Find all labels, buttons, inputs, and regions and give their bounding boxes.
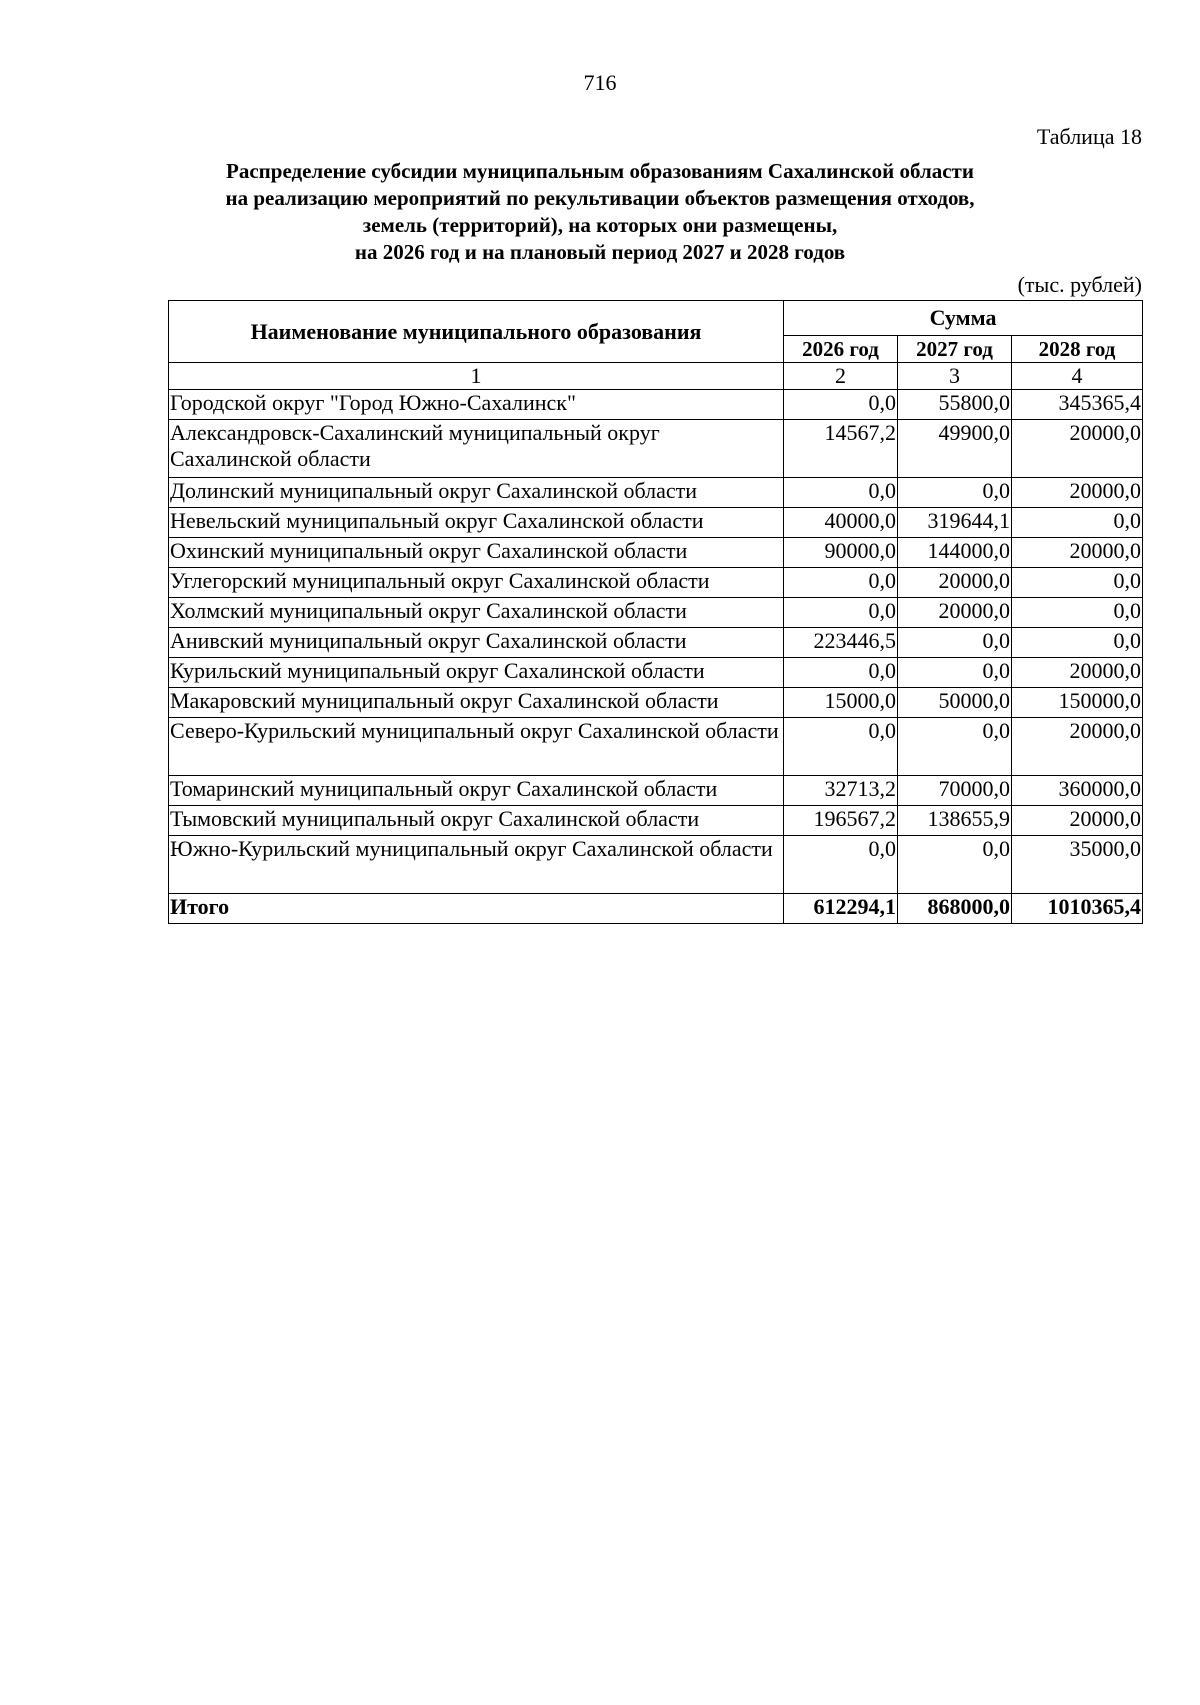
- units-label: (тыс. рублей): [1017, 272, 1142, 297]
- title-line: на реализацию мероприятий по рекультивации объектов размещения отходов,: [225, 186, 975, 210]
- title-line: на 2026 год и на плановый период 2027 и 2028 годов: [354, 240, 846, 264]
- table-body: [169, 390, 1143, 924]
- value-2026: 0,0: [784, 478, 898, 508]
- municipality-name: Холмский муниципальный округ Сахалинской области: [169, 598, 784, 628]
- value-2027: 20000,0: [898, 568, 1012, 598]
- municipality-name: Охинский муниципальный округ Сахалинской области: [169, 538, 784, 568]
- value-2026: 90000,0: [784, 538, 898, 568]
- value-2026: 14567,2: [784, 420, 898, 478]
- value-2027: 0,0: [898, 628, 1012, 658]
- value-2027: 0,0: [898, 658, 1012, 688]
- municipality-name: Невельский муниципальный округ Сахалинской области: [169, 508, 784, 538]
- municipality-name: Углегорский муниципальный округ Сахалинской области: [169, 568, 784, 598]
- municipality-name: Курильский муниципальный округ Сахалинской области: [169, 658, 784, 688]
- value-2028: 20000,0: [1012, 420, 1143, 478]
- table-row: [169, 628, 1143, 658]
- value-2026: 0,0: [784, 598, 898, 628]
- table-label: Таблица 18: [1036, 124, 1142, 149]
- value-2027: 50000,0: [898, 688, 1012, 718]
- table-row: [169, 718, 1143, 776]
- municipality-name: Александровск-Сахалинский муниципальный округ Сахалинской области: [169, 420, 784, 478]
- value-2028: 360000,0: [1012, 776, 1143, 806]
- value-2028: 0,0: [1012, 628, 1143, 658]
- total-2026: 612294,1: [784, 894, 898, 924]
- col-number: 1: [169, 363, 784, 390]
- value-2028: 20000,0: [1012, 718, 1143, 776]
- value-2027: 20000,0: [898, 598, 1012, 628]
- value-2028: 35000,0: [1012, 836, 1143, 894]
- table-row: [169, 598, 1143, 628]
- value-2026: 32713,2: [784, 776, 898, 806]
- municipality-name: Томаринский муниципальный округ Сахалинской области: [169, 776, 784, 806]
- value-2028: 345365,4: [1012, 390, 1143, 420]
- municipality-name: Долинский муниципальный округ Сахалинской области: [169, 478, 784, 508]
- value-2026: 15000,0: [784, 688, 898, 718]
- title-line: Распределение субсидии муниципальным образованиям Сахалинской области: [226, 159, 974, 183]
- value-2027: 144000,0: [898, 538, 1012, 568]
- table-row: [169, 420, 1143, 478]
- value-2027: 0,0: [898, 836, 1012, 894]
- value-2027: 49900,0: [898, 420, 1012, 478]
- total-label: Итого: [169, 894, 784, 924]
- table-title: [0, 158, 1200, 266]
- table-row: [169, 508, 1143, 538]
- value-2028: 20000,0: [1012, 806, 1143, 836]
- value-2028: 20000,0: [1012, 478, 1143, 508]
- value-2026: 0,0: [784, 836, 898, 894]
- value-2026: 223446,5: [784, 628, 898, 658]
- table-row: [169, 688, 1143, 718]
- table-row: [169, 538, 1143, 568]
- value-2027: 55800,0: [898, 390, 1012, 420]
- value-2027: 319644,1: [898, 508, 1012, 538]
- header-year-2026: 2026 год: [784, 336, 898, 363]
- value-2026: 0,0: [784, 658, 898, 688]
- col-number: 4: [1012, 363, 1143, 390]
- table-row: [169, 776, 1143, 806]
- total-2027: 868000,0: [898, 894, 1012, 924]
- header-year-2028: 2028 год: [1012, 336, 1143, 363]
- value-2028: 0,0: [1012, 568, 1143, 598]
- value-2026: 0,0: [784, 718, 898, 776]
- header-name: Наименование муниципального образования: [169, 301, 784, 363]
- table-row: [169, 568, 1143, 598]
- municipality-name: Южно-Курильский муниципальный округ Сахалинской области: [169, 836, 784, 894]
- value-2026: 0,0: [784, 390, 898, 420]
- value-2027: 0,0: [898, 718, 1012, 776]
- header-sum: Сумма: [784, 301, 1143, 336]
- value-2028: 0,0: [1012, 598, 1143, 628]
- col-number: 2: [784, 363, 898, 390]
- value-2027: 0,0: [898, 478, 1012, 508]
- table-row: [169, 836, 1143, 894]
- value-2027: 138655,9: [898, 806, 1012, 836]
- title-line: земель (территорий), на которых они размещены,: [362, 213, 838, 237]
- table-row: [169, 658, 1143, 688]
- header-year-2027: 2027 год: [898, 336, 1012, 363]
- value-2028: 0,0: [1012, 508, 1143, 538]
- value-2026: 0,0: [784, 568, 898, 598]
- municipality-name: Городской округ "Город Южно-Сахалинск": [169, 390, 784, 420]
- value-2028: 150000,0: [1012, 688, 1143, 718]
- municipality-name: Тымовский муниципальный округ Сахалинской области: [169, 806, 784, 836]
- page-number: 716: [583, 70, 617, 95]
- subsidy-table: [168, 300, 1143, 924]
- municipality-name: Макаровский муниципальный округ Сахалинской области: [169, 688, 784, 718]
- table-row: [169, 478, 1143, 508]
- value-2027: 70000,0: [898, 776, 1012, 806]
- table-row: [169, 806, 1143, 836]
- value-2028: 20000,0: [1012, 538, 1143, 568]
- total-row: [169, 894, 1143, 924]
- municipality-name: Анивский муниципальный округ Сахалинской области: [169, 628, 784, 658]
- value-2026: 196567,2: [784, 806, 898, 836]
- col-number: 3: [898, 363, 1012, 390]
- table-row: [169, 390, 1143, 420]
- value-2026: 40000,0: [784, 508, 898, 538]
- municipality-name: Северо-Курильский муниципальный округ Сахалинской области: [169, 718, 784, 776]
- value-2028: 20000,0: [1012, 658, 1143, 688]
- total-2028: 1010365,4: [1012, 894, 1143, 924]
